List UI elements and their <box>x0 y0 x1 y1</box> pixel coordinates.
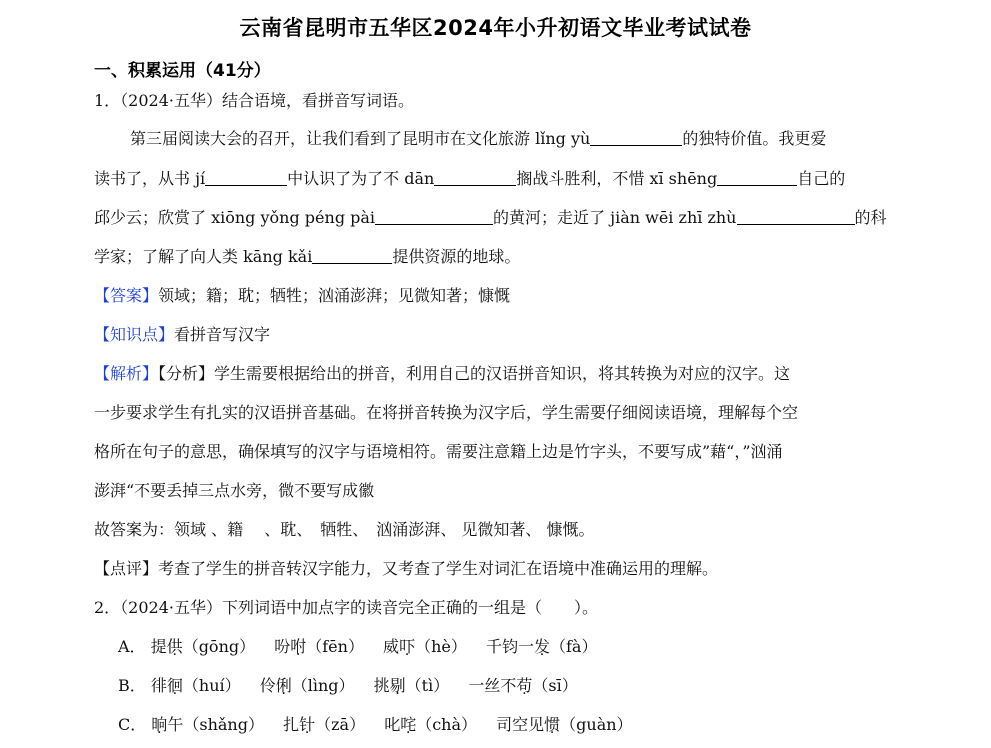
answer-blank[interactable] <box>590 129 682 146</box>
passage-text: 第三届阅读大会的召开，让我们看到了昆明市在文化旅游 lǐng yù <box>130 129 591 148</box>
option-word: 吩咐（fēn） <box>274 637 364 656</box>
option-word: 提供（gōng） <box>150 637 256 656</box>
analysis-text: 【分析】学生需要根据给出的拼音，利用自己的汉语拼音知识，将其转换为对应的汉字。这 <box>158 364 791 383</box>
q1-passage-line-3 <box>94 207 887 229</box>
answer-blank[interactable] <box>717 169 797 186</box>
passage-text: 学家；了解了向人类 kāng kǎi <box>94 247 313 266</box>
q1-passage-line-2 <box>94 168 845 190</box>
answer-tag: 【答案】 <box>94 286 159 305</box>
page-title: 云南省昆明市五华区2024年小升初语文毕业考试试卷 <box>239 16 752 40</box>
passage-text: 的科 <box>854 208 887 227</box>
answer-blank[interactable] <box>205 169 287 186</box>
option-word: 一丝不苟（sī） <box>468 676 578 695</box>
knowledge-point-text: 看拼音写汉字 <box>174 325 271 344</box>
answer-text: 领域；籍；耽；牺牲；汹涌澎湃；见微知著；慷慨 <box>158 286 511 305</box>
option-word: 叱咤（chà） <box>384 715 478 734</box>
passage-text: 邱少云；欣赏了 xiōng yǒng péng pài <box>94 208 376 227</box>
option-label: A． <box>118 637 146 656</box>
conclusion-item: 籍 <box>227 520 244 539</box>
passage-text: 中认识了为了不 dān <box>287 169 435 188</box>
q2-option-c[interactable] <box>118 714 633 736</box>
passage-text: 搁战斗胜利，不惜 xī shēng <box>516 169 718 188</box>
option-label: C． <box>118 715 147 734</box>
q1-passage-line-4 <box>94 246 520 268</box>
conclusion-item: 领域 <box>174 520 207 539</box>
option-label: B． <box>118 676 146 695</box>
passage-text: 的独特价值。我更爱 <box>682 129 827 148</box>
answer-blank[interactable] <box>375 208 493 225</box>
q1-knowledge-point <box>94 324 270 346</box>
option-word: 威吓（hè） <box>383 637 467 656</box>
option-word: 千钧一发（fà） <box>485 637 598 656</box>
option-word: 晌午（shǎng） <box>151 715 264 734</box>
option-word: 司空见惯（guàn） <box>496 715 633 734</box>
q2-option-b[interactable] <box>118 675 578 697</box>
conclusion-item: 牺牲 <box>320 520 353 539</box>
answer-blank[interactable] <box>434 169 516 186</box>
conclusion-item: 耽 <box>280 520 297 539</box>
conclusion-label: 故答案为： <box>94 520 175 539</box>
q1-analysis-line-2: 一步要求学生有扎实的汉语拼音基础。在将拼音转换为汉字后，学生需要仔细阅读语境，理解每个空 <box>94 403 799 422</box>
q1-stem: 1．（2024·五华）结合语境，看拼音写词语。 <box>94 91 414 110</box>
passage-text: 自己的 <box>797 169 846 188</box>
q1-answer <box>94 285 510 307</box>
passage-text: 提供资源的地球。 <box>392 247 521 266</box>
analysis-tag: 【解析】 <box>94 364 159 383</box>
section-heading: 一、积累运用（41分） <box>94 61 271 81</box>
option-word: 徘徊（huí） <box>150 676 241 695</box>
q1-conclusion: 故答案为：领域 、籍 、耽、 牺牲、 汹涌澎湃、 见微知著、 慷慨。 <box>94 520 595 539</box>
conclusion-item: 见微知著 <box>461 520 526 539</box>
answer-blank[interactable] <box>312 247 392 264</box>
option-word: 挑剔（tì） <box>373 676 450 695</box>
option-word: 扎针（zā） <box>283 715 366 734</box>
passage-text: 读书了，从书 jí <box>94 169 206 188</box>
q2-stem: 2．（2024·五华）下列词语中加点字的读音完全正确的一组是（ ）。 <box>94 598 598 617</box>
q1-comment: 【点评】考查了学生的拼音转汉字能力，又考查了学生对词汇在语境中准确运用的理解。 <box>94 559 719 578</box>
q1-passage-line-1 <box>130 128 826 150</box>
knowledge-point-tag: 【知识点】 <box>94 325 175 344</box>
q1-analysis-line-4: 澎湃“不要丢掉三点水旁，微不要写成徽 <box>94 481 375 500</box>
conclusion-item: 汹涌澎湃 <box>376 520 441 539</box>
q2-option-a[interactable] <box>118 636 597 658</box>
answer-blank[interactable] <box>737 208 855 225</box>
q1-analysis-line-1 <box>94 363 790 385</box>
option-word: 伶俐（lìng） <box>259 676 355 695</box>
passage-text: 的黄河；走近了 jiàn wēi zhī zhù <box>493 208 737 227</box>
q1-analysis-line-3: 格所在句子的意思，确保填写的汉字与语境相符。需要注意籍上边是竹字头，不要写成”藉“，”汹涌 <box>94 442 783 461</box>
conclusion-item: 慷慨 <box>546 520 579 539</box>
